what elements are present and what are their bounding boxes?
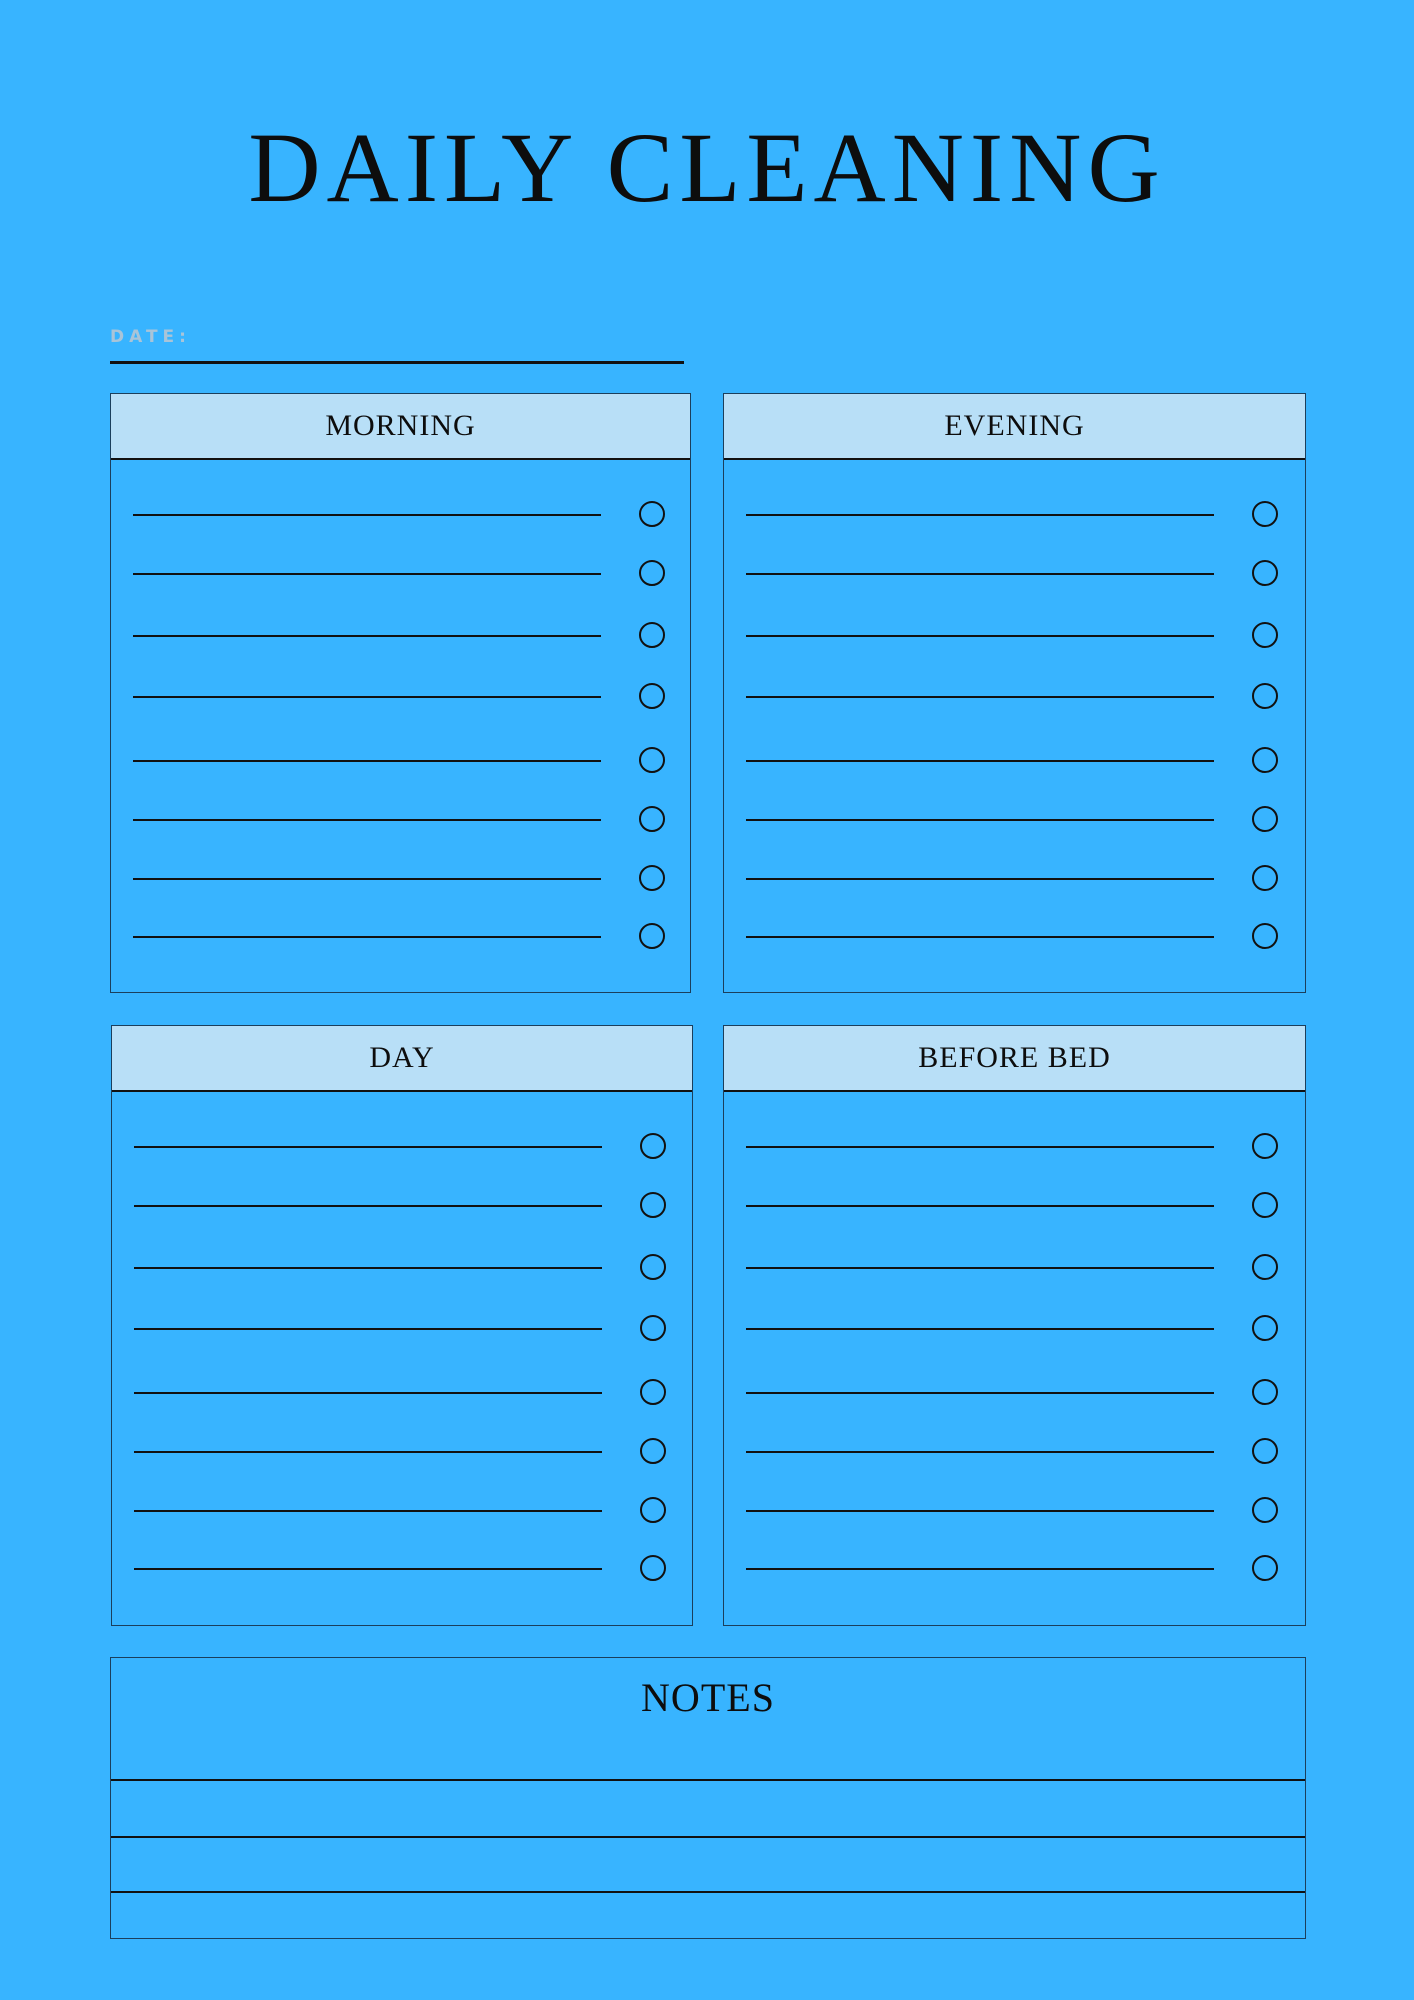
task-entry-line[interactable] [134, 1510, 602, 1512]
section-evening [723, 393, 1306, 993]
task-row [724, 864, 1305, 894]
task-entry-line[interactable] [746, 1146, 1214, 1148]
task-checkbox[interactable] [639, 622, 665, 648]
task-entry-line[interactable] [746, 819, 1214, 821]
task-row [724, 559, 1305, 589]
task-checkbox[interactable] [1252, 501, 1278, 527]
task-row [112, 1554, 692, 1584]
task-checkbox[interactable] [1252, 747, 1278, 773]
task-entry-line[interactable] [746, 514, 1214, 516]
task-entry-line[interactable] [133, 573, 601, 575]
task-checkbox[interactable] [1252, 806, 1278, 832]
task-checkbox[interactable] [639, 865, 665, 891]
task-entry-line[interactable] [746, 1510, 1214, 1512]
page-title: DAILY CLEANING [248, 112, 1166, 223]
task-row [112, 1253, 692, 1283]
task-checkbox[interactable] [639, 501, 665, 527]
task-entry-line[interactable] [746, 1392, 1214, 1394]
task-row [112, 1378, 692, 1408]
task-row [724, 1132, 1305, 1162]
task-row [724, 621, 1305, 651]
task-checkbox[interactable] [640, 1379, 666, 1405]
task-entry-line[interactable] [134, 1328, 602, 1330]
task-row [724, 805, 1305, 835]
task-checkbox[interactable] [1252, 1438, 1278, 1464]
task-checkbox[interactable] [639, 806, 665, 832]
task-row [724, 682, 1305, 712]
section-day [111, 1025, 693, 1626]
task-entry-line[interactable] [134, 1146, 602, 1148]
task-row [724, 1314, 1305, 1344]
task-checkbox[interactable] [640, 1555, 666, 1581]
task-checkbox[interactable] [640, 1133, 666, 1159]
task-checkbox[interactable] [640, 1497, 666, 1523]
task-entry-line[interactable] [746, 635, 1214, 637]
task-checkbox[interactable] [1252, 622, 1278, 648]
task-checkbox[interactable] [1252, 1555, 1278, 1581]
task-checkbox[interactable] [1252, 1379, 1278, 1405]
task-entry-line[interactable] [746, 1267, 1214, 1269]
task-entry-line[interactable] [133, 878, 601, 880]
task-entry-line[interactable] [746, 696, 1214, 698]
task-row [111, 922, 690, 952]
notes-heading: NOTES [641, 1675, 775, 1720]
section-heading: DAY [112, 1026, 692, 1092]
task-row [112, 1314, 692, 1344]
task-row [111, 500, 690, 530]
task-entry-line[interactable] [134, 1205, 602, 1207]
task-checkbox[interactable] [640, 1315, 666, 1341]
task-entry-line[interactable] [746, 573, 1214, 575]
task-row [724, 500, 1305, 530]
section-before-bed [723, 1025, 1306, 1626]
task-row [724, 1253, 1305, 1283]
task-row [724, 1378, 1305, 1408]
task-checkbox[interactable] [1252, 1254, 1278, 1280]
task-row [111, 621, 690, 651]
task-row [724, 1191, 1305, 1221]
task-row [724, 746, 1305, 776]
section-heading: BEFORE BED [724, 1026, 1305, 1092]
date-label: DATE: [110, 327, 191, 347]
task-checkbox[interactable] [640, 1438, 666, 1464]
task-checkbox[interactable] [1252, 923, 1278, 949]
date-field[interactable] [110, 361, 684, 364]
task-entry-line[interactable] [134, 1267, 602, 1269]
task-entry-line[interactable] [133, 760, 601, 762]
task-entry-line[interactable] [746, 936, 1214, 938]
task-row [112, 1191, 692, 1221]
task-checkbox[interactable] [640, 1192, 666, 1218]
section-morning [110, 393, 691, 993]
task-row [112, 1132, 692, 1162]
task-row [111, 805, 690, 835]
task-checkbox[interactable] [1252, 1133, 1278, 1159]
task-entry-line[interactable] [746, 1568, 1214, 1570]
task-checkbox[interactable] [1252, 1192, 1278, 1218]
task-row [111, 682, 690, 712]
task-entry-line[interactable] [133, 514, 601, 516]
notes-section [110, 1657, 1306, 1939]
task-row [111, 864, 690, 894]
task-entry-line[interactable] [746, 760, 1214, 762]
task-entry-line[interactable] [134, 1451, 602, 1453]
task-row [112, 1437, 692, 1467]
task-row [112, 1496, 692, 1526]
notes-line[interactable] [111, 1779, 1305, 1781]
task-checkbox[interactable] [1252, 560, 1278, 586]
task-row [724, 922, 1305, 952]
task-entry-line[interactable] [133, 936, 601, 938]
task-row [111, 746, 690, 776]
notes-line[interactable] [111, 1836, 1305, 1838]
task-row [111, 559, 690, 589]
task-checkbox[interactable] [1252, 865, 1278, 891]
task-checkbox[interactable] [640, 1254, 666, 1280]
task-checkbox[interactable] [639, 560, 665, 586]
task-checkbox[interactable] [639, 923, 665, 949]
task-entry-line[interactable] [746, 1451, 1214, 1453]
task-entry-line[interactable] [133, 635, 601, 637]
task-row [724, 1437, 1305, 1467]
task-checkbox[interactable] [1252, 1497, 1278, 1523]
task-entry-line[interactable] [133, 819, 601, 821]
task-row [724, 1554, 1305, 1584]
task-checkbox[interactable] [1252, 1315, 1278, 1341]
task-checkbox[interactable] [639, 747, 665, 773]
task-entry-line[interactable] [746, 878, 1214, 880]
task-row [724, 1496, 1305, 1526]
task-checkbox[interactable] [639, 683, 665, 709]
notes-line[interactable] [111, 1891, 1305, 1893]
task-entry-line[interactable] [133, 696, 601, 698]
task-entry-line[interactable] [134, 1392, 602, 1394]
section-heading: MORNING [111, 394, 690, 460]
task-entry-line[interactable] [134, 1568, 602, 1570]
task-entry-line[interactable] [746, 1328, 1214, 1330]
task-checkbox[interactable] [1252, 683, 1278, 709]
section-heading: EVENING [724, 394, 1305, 460]
task-entry-line[interactable] [746, 1205, 1214, 1207]
